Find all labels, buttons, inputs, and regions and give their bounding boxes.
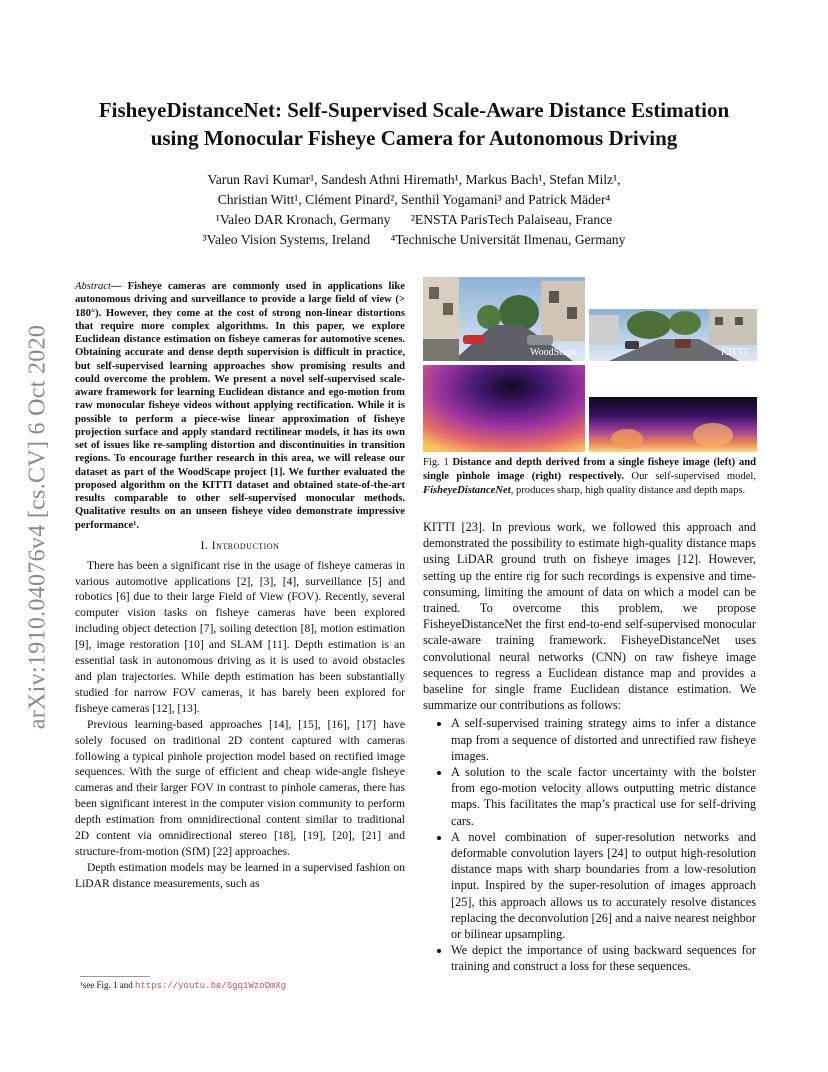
woodscape-label: WoodScape: [530, 347, 578, 358]
right-paragraph-1: KITTI [23]. In previous work, we followed this approach and demonstrated the possibility to estimate high-quality distance maps using LiDAR ground truth on fisheye images [12]. However, setting up the entire rig for such recordings is expensive and time-consuming, limiting the amount of data on which a model can be trained. To overcome this problem, we propose FisheyeDistanceNet the first end-to-end self-supervised monocular scale-aware training framework. FisheyeDistanceNet uses convolutional neural networks (CNN) on raw fisheye image sequences to regress a Euclidean distance map and provides a baseline for single frame Euclidean distance estimation. We summarize our contributions as follows:: [423, 520, 756, 713]
arxiv-stamp-text: arXiv:1910.04076v4 [cs.CV] 6 Oct 2020: [24, 324, 51, 730]
footnote-rule: [80, 976, 150, 977]
author-block: [60, 170, 768, 250]
affiliations-line-2: [60, 230, 768, 250]
abstract-label: Abstract: [75, 281, 111, 292]
intro-paragraph-3: Depth estimation models may be learned in a supervised fashion on LiDAR distance measurements, such as: [75, 860, 405, 890]
abstract-text: — Fisheye cameras are commonly used in applications like autonomous driving and surveillance to provide a large field of view (> 180°). However, they come at the cost of strong non-linear distortions that require more complex algorithms. In this paper, we explore Euclidean distance estimation on fisheye cameras for automotive scenes. Obtaining accurate and dense depth supervision is difficult in practice, but self-supervised learning approaches show promising results and could overcome the problem. We present a novel self-supervised scale-aware framework for learning Euclidean distance and ego-motion from raw monocular fisheye videos without applying rectification. While it is possible to perform a piece-wise linear approximation of fisheye projection surface and apply standard rectilinear models, it has its own set of issues like re-sampling distortion and discontinuities in transition regions. To encourage further research in this area, we will release our dataset as part of the WoodScape project [1]. We further evaluated the proposed algorithm on the KITTI dataset and obtained state-of-the-art results comparable to other self-supervised monocular methods. Qualitative results on an unseen fisheye video demonstrate impressive performance¹.: [75, 281, 405, 531]
contributions-list: [423, 715, 756, 974]
caption-label: Fig. 1: [423, 457, 449, 468]
figure-1-caption: [423, 456, 756, 498]
abstract: [75, 280, 405, 532]
intro-paragraph-1: There has been a significant rise in the usage of fisheye cameras in various automotive applications [2], [3], [4], surveillance [5] and robotics [6] due to their large Field of View (FOV). Recently, several computer vision tasks on fisheye cameras have been explored including object detection [7], soiling detection [8], motion estimation [9], image restoration [10] and SLAM [11]. Depth estimation is an essential task in autonomous driving as it is used to avoid obstacles and plan trajectories. While depth estimation has been substantially studied for narrow FOV cameras, it has barely been explored for fisheye cameras [12], [13].: [75, 558, 405, 715]
figure-1-images: [423, 277, 757, 452]
title-line-2: using Monocular Fisheye Camera for Autonomous Driving: [150, 126, 678, 150]
affiliation-4: ⁴Technische Universität Ilmenau, Germany: [390, 232, 626, 247]
section-number: I.: [200, 538, 209, 552]
caption-bold-text: Distance and depth derived from a single fisheye image (left) and single pinhole image (right) respectively.: [423, 457, 756, 482]
woodscape-distance-map: [423, 365, 585, 452]
authors-line-2: Christian Witt¹, Clément Pinard², Senthil Yogamani³ and Patrick Mäder⁴: [217, 192, 611, 207]
right-column: [423, 519, 756, 975]
section-title: Introduction: [211, 538, 280, 552]
paper-title: [60, 96, 768, 152]
caption-text-2: , produces sharp, high quality distance and depth maps.: [510, 485, 746, 496]
affiliations-line-1: [60, 210, 768, 230]
intro-paragraph-2: Previous learning-based approaches [14], [15], [16], [17] have solely focused on traditional 2D content captured with cameras following a typical pinhole projection model based on rectified image sequences. With the surge of efficient and cheap wide-angle fisheye cameras and their larger FOV in contrast to pinhole cameras, there has been significant interest in the computer vision community to perform depth estimation from omnidirectional content similar to traditional 2D content via omnidirectional stereo [18], [19], [20], [21] and structure-from-motion (SfM) [22] approaches.: [75, 717, 405, 858]
arxiv-stamp: [18, 292, 58, 762]
figure-1: [423, 277, 757, 452]
contribution-item: • A novel combination of super-resolution networks and deformable convolution layers [24] to output high-resolution distance maps with sharp boundaries from a low-resolution input. Inspired by the super-resolution of images approach [25], this approach allows us to accurately resolve distances replacing the deconvolution [26] and a naive nearest neighbor or bilinear upsampling.: [451, 829, 756, 942]
kitti-depth-map: [589, 397, 757, 452]
contribution-item: • A self-supervised training strategy aims to infer a distance map from a sequence of distorted and unrectified raw fisheye images.: [451, 715, 756, 764]
footnote-prefix: ¹see Fig. 1 and: [80, 980, 133, 990]
left-column: [75, 280, 405, 892]
caption-text-1: Our self-supervised model,: [624, 471, 756, 482]
title-line-1: FisheyeDistanceNet: Self-Supervised Scale-Aware Distance Estimation: [98, 98, 730, 122]
affiliation-3: ³Valeo Vision Systems, Ireland: [202, 232, 371, 247]
contribution-item: • A solution to the scale factor uncertainty with the bolster from ego-motion velocity allows outputting metric distance maps. This facilitates the map’s practical use for self-driving cars.: [451, 764, 756, 829]
section-heading-introduction: [75, 538, 405, 554]
footnote-link[interactable]: https://youtu.be/Sgq1WzoOmXg: [134, 981, 287, 991]
caption-model-name: FisheyeDistanceNet: [423, 485, 511, 496]
affiliation-2: ²ENSTA ParisTech Palaiseau, France: [410, 212, 613, 227]
kitti-label: KITTI: [721, 347, 748, 358]
contribution-item: • We depict the importance of using backward sequences for training and construct a loss for these sequences.: [451, 942, 756, 974]
footnote: [80, 980, 286, 991]
authors-line-1: Varun Ravi Kumar¹, Sandesh Athni Hiremath¹, Markus Bach¹, Stefan Milz¹,: [207, 172, 621, 187]
affiliation-1: ¹Valeo DAR Kronach, Germany: [215, 212, 391, 227]
